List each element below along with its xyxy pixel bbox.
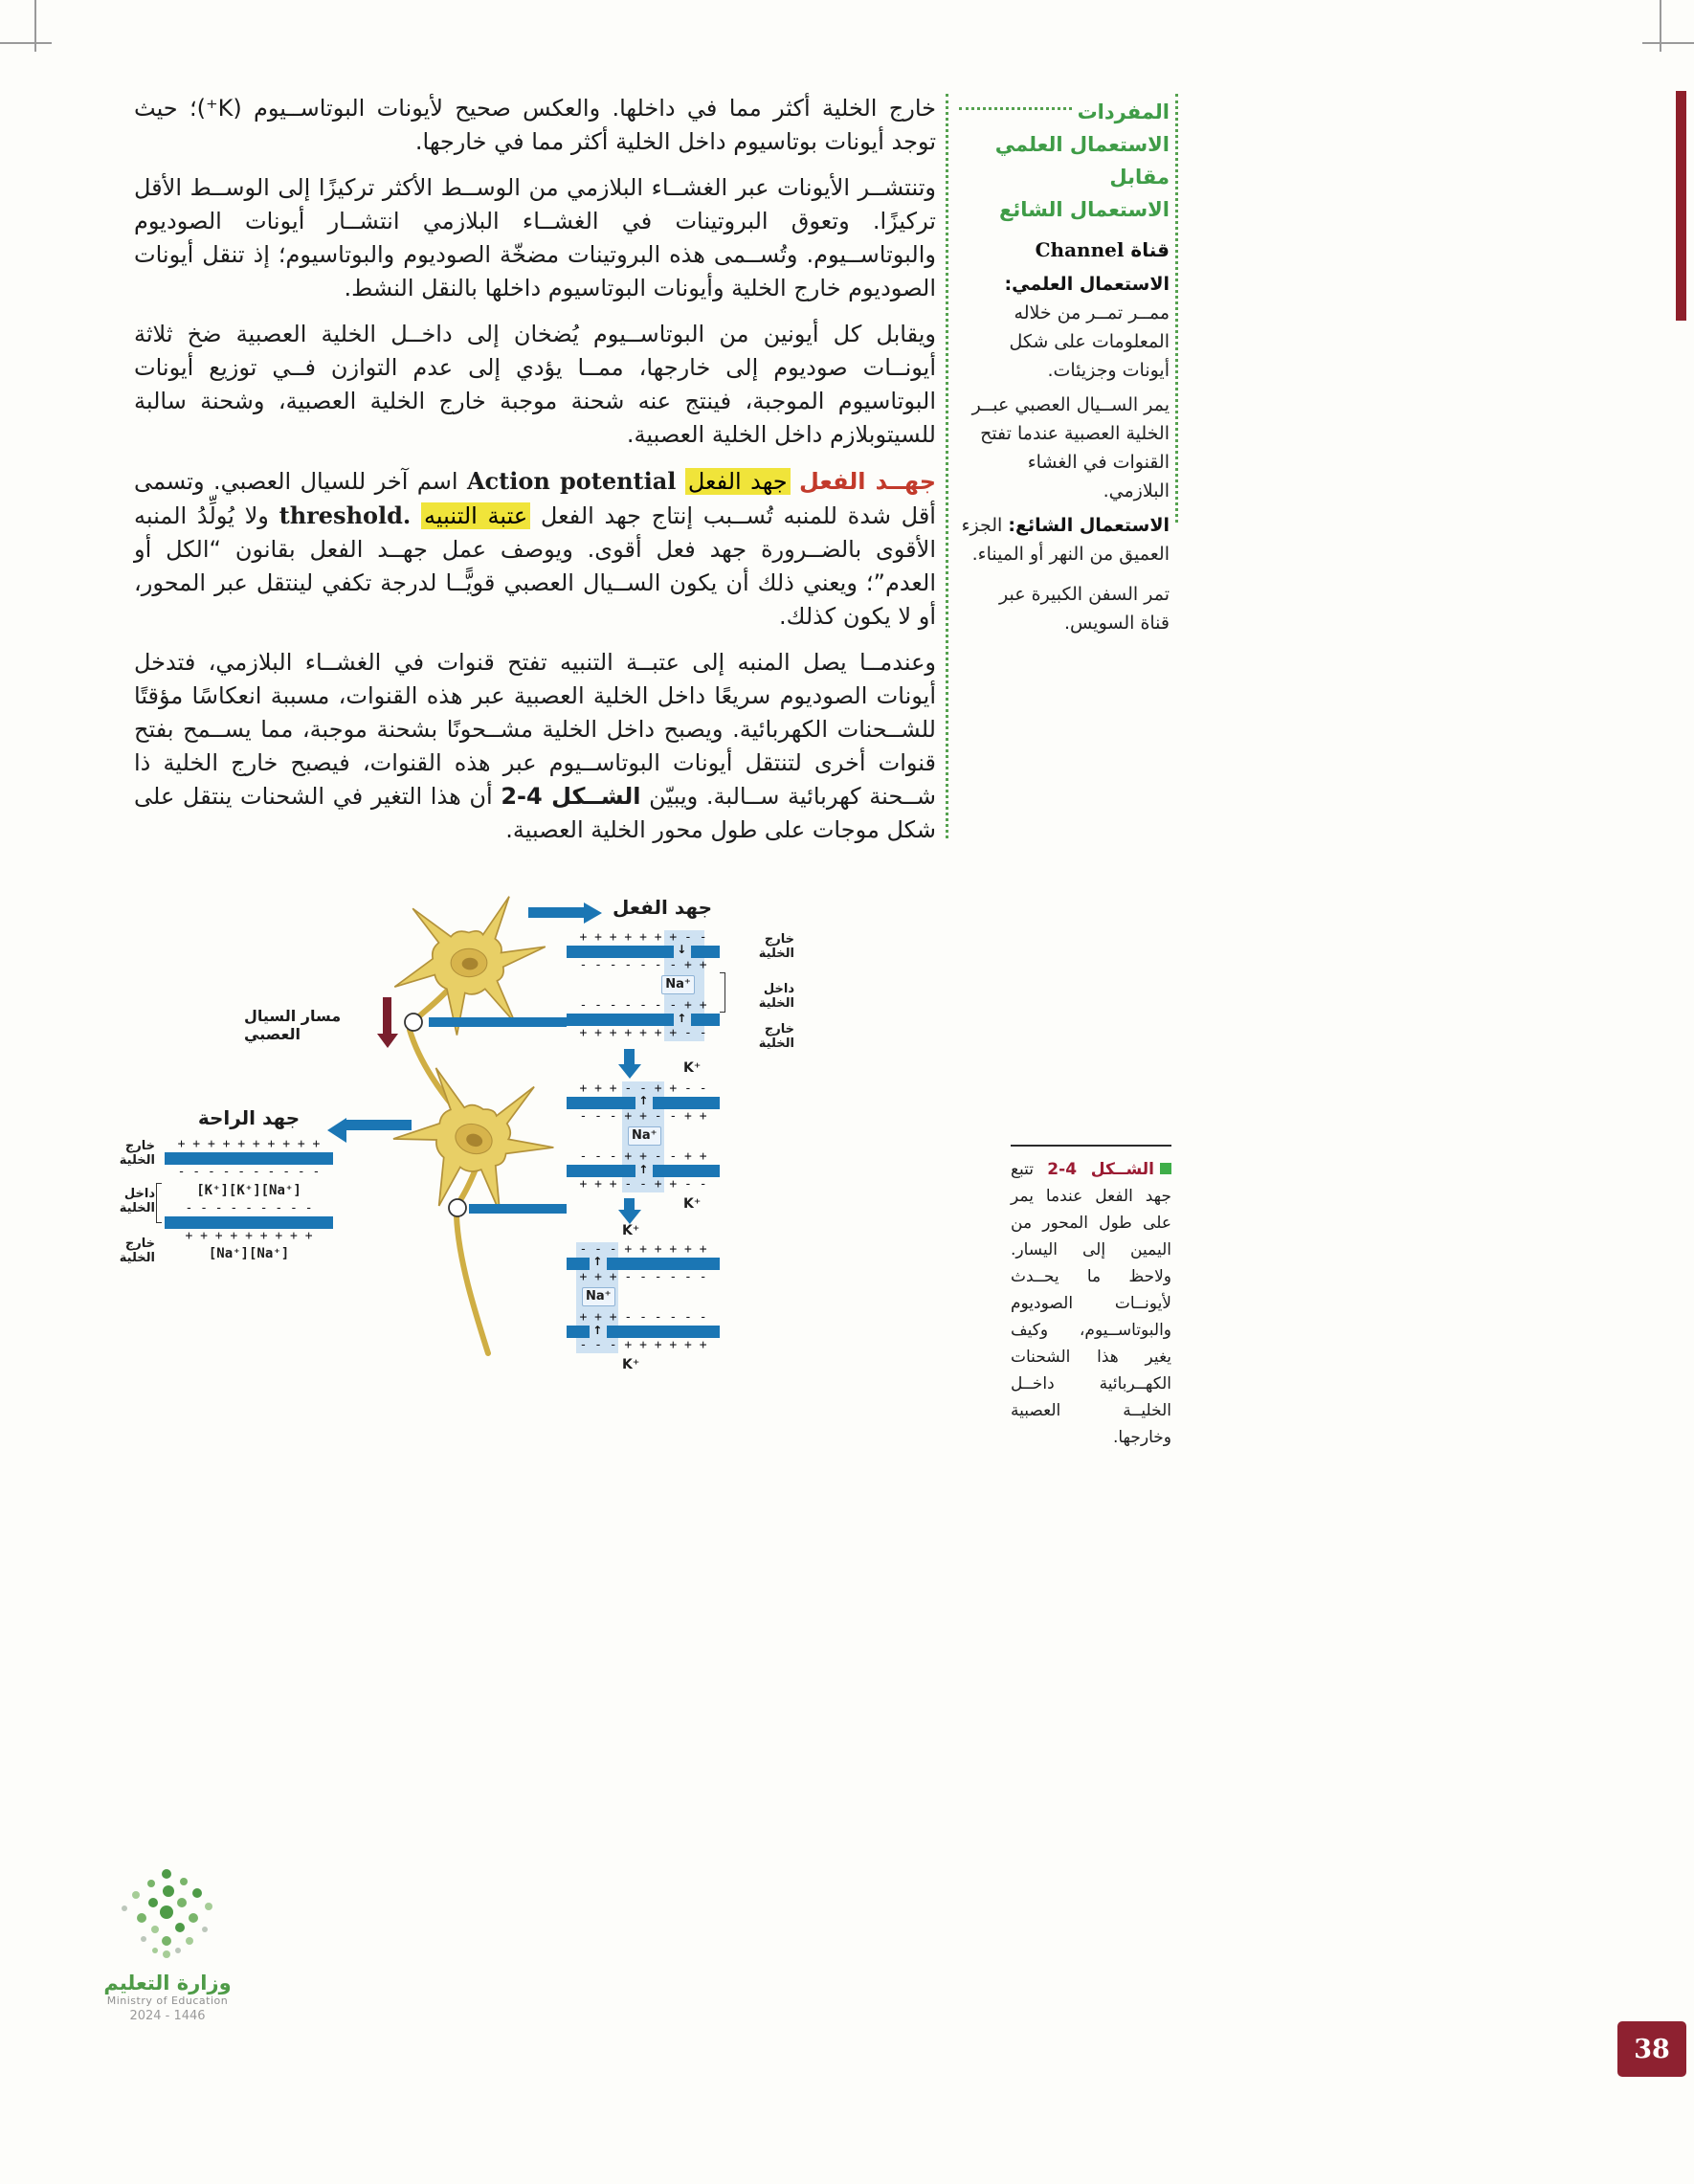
vocab-definition-common: الاستعمال الشائع: الجزء العميق من النهر أو الميناء. bbox=[961, 515, 1170, 565]
charge-row: - - - - - - - - - bbox=[185, 1201, 313, 1215]
arrowhead-right-icon bbox=[584, 903, 602, 924]
ministry-wordmark bbox=[96, 1972, 239, 2023]
membrane-panel-1 bbox=[567, 930, 720, 1041]
ion-flow-arrow-icon: ↑ bbox=[638, 1163, 649, 1176]
charge-row: + + + - - + + - - bbox=[579, 1081, 707, 1096]
ministry-name-ar: وزارة التعليم bbox=[103, 1972, 232, 1995]
paragraph-text: وعندمــا يصل المنبه إلى عتبــة التنبيه تفتح قنوات في الغشــاء البلازمي، فتدخل أيونات الصوديوم سريعًا داخل الخلية العصبية عبر هذه القنوات، مسببة انعكاسًا مؤقتًا للشــحنات الكهربائية. ويصبح داخل الخلية مشــحونًا بشحنة موجبة، مما يســمح بفتح قنوات أخرى لتنتقل أيونات البوتاســيوم عبر هذه القنوات، فيصبح خارج الخلية ذا شــحنة كهربائية ســالبة. ويبيّن bbox=[134, 649, 936, 810]
vocab-definition-scientific: الاستعمال العلمي: ممــر تمــر من خلاله المعلومات على شكل أيونات وجزيئات. bbox=[1004, 274, 1170, 381]
connector-axon-to-panel1 bbox=[429, 1017, 567, 1027]
chapter-edge-bar bbox=[1676, 91, 1686, 321]
vocab-term: قناة Channel bbox=[1035, 238, 1170, 261]
ion-flow-arrow-icon: ↑ bbox=[592, 1255, 603, 1268]
charge-row: - - - - - - - + + bbox=[579, 998, 707, 1013]
outside-cell-label: خارج الخلية bbox=[119, 1139, 155, 1168]
membrane-bar bbox=[567, 1014, 720, 1026]
impulse-path-label: مسار السيال العصبي bbox=[244, 1007, 342, 1043]
charge-row: + + + + + + + + + + bbox=[177, 1137, 321, 1151]
membrane-panel-3 bbox=[567, 1242, 720, 1353]
vocabulary-sidebar bbox=[959, 96, 1170, 643]
paragraph-text: ولا يُولِّدُ المنبه الأقوى بالضــرورة جهد فعل أقوى. ويوصف عمل جهــد الفعل بقانون “الكل أو العدم”؛ ويعني ذلك أن يكون الســيال العصبي قويًّــا لدرجة تكفي لينتقل عبر المحور، أو لا يكون كذلك. bbox=[134, 502, 936, 630]
inside-cell-label: داخل الخلية bbox=[119, 1187, 155, 1215]
sequence-arrow bbox=[624, 1049, 635, 1064]
sodium-ion-label: Na⁺ bbox=[628, 1126, 661, 1146]
charge-row: - - - - - - - - - - bbox=[177, 1165, 321, 1179]
highlighted-term: عتبة التنبيه bbox=[421, 502, 530, 529]
action-potential-title: جهد الفعل bbox=[612, 896, 713, 919]
vocab-note-common-row bbox=[959, 574, 1170, 643]
interior-ions: [K⁺][K⁺][Na⁺] bbox=[196, 1183, 301, 1198]
membrane-bar bbox=[567, 943, 720, 958]
glossary-term-en: threshold. bbox=[279, 501, 412, 529]
glossary-term-en: Action potential bbox=[466, 467, 677, 495]
paragraph-action-potential bbox=[134, 464, 936, 634]
caption-text: تتبع جهد الفعل عندما يمر على طول المحور من اليمين إلى اليسار. ولاحظ ما يحــدث لأيونــات الصوديوم والبوتاســيوم، وكيف يغير هذا الشحنات الكهــربائية داخــل الخليــة العصبية وخارجها. bbox=[1011, 1160, 1171, 1447]
potassium-ion-label: K⁺ bbox=[683, 1196, 702, 1212]
vocab-rail-left bbox=[946, 94, 948, 838]
ion-flow-arrow-icon: ↓ bbox=[677, 943, 687, 956]
glossary-term-ar: جهــد الفعل bbox=[799, 468, 937, 495]
charge-row: - - - + + - - + + bbox=[579, 1149, 707, 1164]
paragraph bbox=[134, 646, 936, 847]
vocab-note-scientific: يمر الســيال العصبي عبــر الخلية العصبية عندما تفتح القنوات في الغشاء البلازمي. bbox=[971, 394, 1170, 501]
paragraph: خارج الخلية أكثر مما في داخلها. والعكس صحيح لأيونات البوتاســيوم (K⁺)؛ حيث توجد أيونات بوتاسيوم داخل الخلية أكثر مما في خارجها. bbox=[134, 95, 936, 155]
sequence-arrow bbox=[624, 1198, 635, 1210]
page-number-badge: 38 bbox=[1617, 2021, 1686, 2077]
membrane-bar bbox=[165, 1152, 333, 1165]
dotted-leader bbox=[959, 107, 1072, 110]
potassium-ion-label: K⁺ bbox=[683, 1060, 702, 1076]
paragraph: وتنتشــر الأيونات عبر الغشــاء البلازمي من الوســط الأكثر تركيزًا إلى الوســط الأقل تركيزًا. وتعوق البروتينات في الغشــاء البلازمي انتشــار أيونات الصوديوم والبوتاســيوم. وتُســمى هذه البروتينات مضخّة الصوديوم والبوتاسيوم؛ إذ تنقل أيونات الصوديوم خارج الخلية وأيونات البوتاسيوم داخلها بالنقل النشط. bbox=[134, 174, 936, 301]
sodium-ion-label: Na⁺ bbox=[582, 1287, 615, 1306]
cell-interior bbox=[567, 1285, 720, 1310]
paragraph-text: أن هذا التغير في الشحنات ينتقل على شكل موجات على طول محور الخلية العصبية. bbox=[134, 783, 936, 843]
exterior-ions: [Na⁺][Na⁺] bbox=[208, 1246, 290, 1261]
vocab-title: المفردات bbox=[1077, 100, 1170, 123]
charge-row: - - - - - - - + + bbox=[579, 958, 707, 972]
paragraph: ويقابل كل أيونين من البوتاســيوم يُضخان إلى داخــل الخلية العصبية ضخ ثلاثة أيونــات صوديوم إلى خارجها، ممــا يؤدي إلى عدم التوازن فــي توزيع أيونات البوتاسيوم الموجبة، فينتج عنه شحنة موجبة خارج الخلية العصبية، وشحنة سالبة للسيتوبلازم داخل الخلية العصبية. bbox=[134, 321, 936, 448]
sodium-ion-label: Na⁺ bbox=[661, 975, 695, 994]
ministry-name-en: Ministry of Education bbox=[106, 1995, 229, 2007]
caption-rule bbox=[1011, 1145, 1171, 1147]
paragraph-text: اسم آخر للسيال العصبي. وتسمى أقل شدة للمنبه تُســبب إنتاج جهد الفعل bbox=[134, 468, 936, 529]
resting-potential-title: جهد الراحة bbox=[197, 1106, 301, 1129]
ion-flow-arrow-icon: ↑ bbox=[677, 1012, 687, 1025]
charge-row: + + + - - + + - - bbox=[579, 1177, 707, 1192]
cell-interior bbox=[567, 1125, 720, 1149]
arrow-to-action-diagram bbox=[528, 907, 584, 918]
membrane-bar bbox=[567, 1255, 720, 1270]
charge-row: - - - + + + + + + bbox=[579, 1242, 707, 1257]
crop-mark bbox=[0, 42, 52, 44]
sequence-arrowhead-icon bbox=[618, 1210, 641, 1224]
outside-cell-label: خارج الخلية bbox=[758, 932, 794, 961]
vocab-rail-right bbox=[1175, 94, 1178, 523]
main-text-column bbox=[134, 92, 936, 859]
resting-membrane-diagram bbox=[165, 1137, 333, 1263]
charge-row: - - - + + - - + + bbox=[579, 1109, 707, 1124]
caption-square-icon bbox=[1160, 1163, 1171, 1174]
charge-row: + + + + + + + + + bbox=[185, 1229, 313, 1243]
vocab-note-common: تمر السفن الكبيرة عبر قناة السويس. bbox=[999, 584, 1170, 634]
impulse-arrow bbox=[383, 997, 391, 1034]
ministry-logo-icon bbox=[107, 1864, 232, 1968]
connector-axon-to-panel2 bbox=[469, 1204, 567, 1214]
cell-interior bbox=[567, 973, 720, 998]
edition-years: 2024 - 1446 bbox=[129, 2009, 206, 2023]
vocab-term-en: Channel bbox=[1035, 238, 1125, 261]
vocab-subtitle: الاستعمال الشائع bbox=[999, 198, 1170, 221]
membrane-bar bbox=[165, 1216, 333, 1229]
sequence-arrowhead-icon bbox=[618, 1064, 641, 1079]
potassium-ion-label: K⁺ bbox=[622, 1357, 640, 1372]
membrane-panel-2 bbox=[567, 1081, 720, 1192]
charge-row: + + + - - - - - - bbox=[579, 1310, 707, 1325]
ion-flow-arrow-icon: ↑ bbox=[592, 1324, 603, 1337]
charge-row: + + + + + + + - - bbox=[579, 1026, 707, 1040]
ion-flow-arrow-icon: ↑ bbox=[638, 1094, 649, 1107]
charge-row: - - - + + + + + + bbox=[579, 1338, 707, 1352]
figure-caption bbox=[1011, 1156, 1171, 1451]
outside-cell-label: خارج الخلية bbox=[758, 1022, 794, 1051]
crop-mark bbox=[1642, 42, 1694, 44]
charge-row: + + + - - - - - - bbox=[579, 1270, 707, 1284]
bracket bbox=[156, 1183, 162, 1223]
figure-reference: الشــكل 4-2 bbox=[501, 783, 641, 810]
outside-cell-label: خارج الخلية bbox=[119, 1237, 155, 1265]
vocab-title-row bbox=[959, 96, 1170, 128]
arrow-to-resting-diagram bbox=[346, 1120, 412, 1130]
caption-figure-number: الشــكل 4-2 bbox=[1047, 1160, 1154, 1179]
vocab-subtitle: الاستعمال العلمي مقابل bbox=[994, 133, 1170, 189]
highlighted-term: جهد الفعل bbox=[685, 468, 791, 495]
impulse-arrowhead-icon bbox=[377, 1034, 398, 1048]
charge-row: + + + + + + + - - bbox=[579, 930, 707, 945]
inside-cell-label: داخل الخلية bbox=[758, 982, 794, 1011]
potassium-ion-label: K⁺ bbox=[622, 1223, 640, 1238]
membrane-bar bbox=[567, 1326, 720, 1338]
